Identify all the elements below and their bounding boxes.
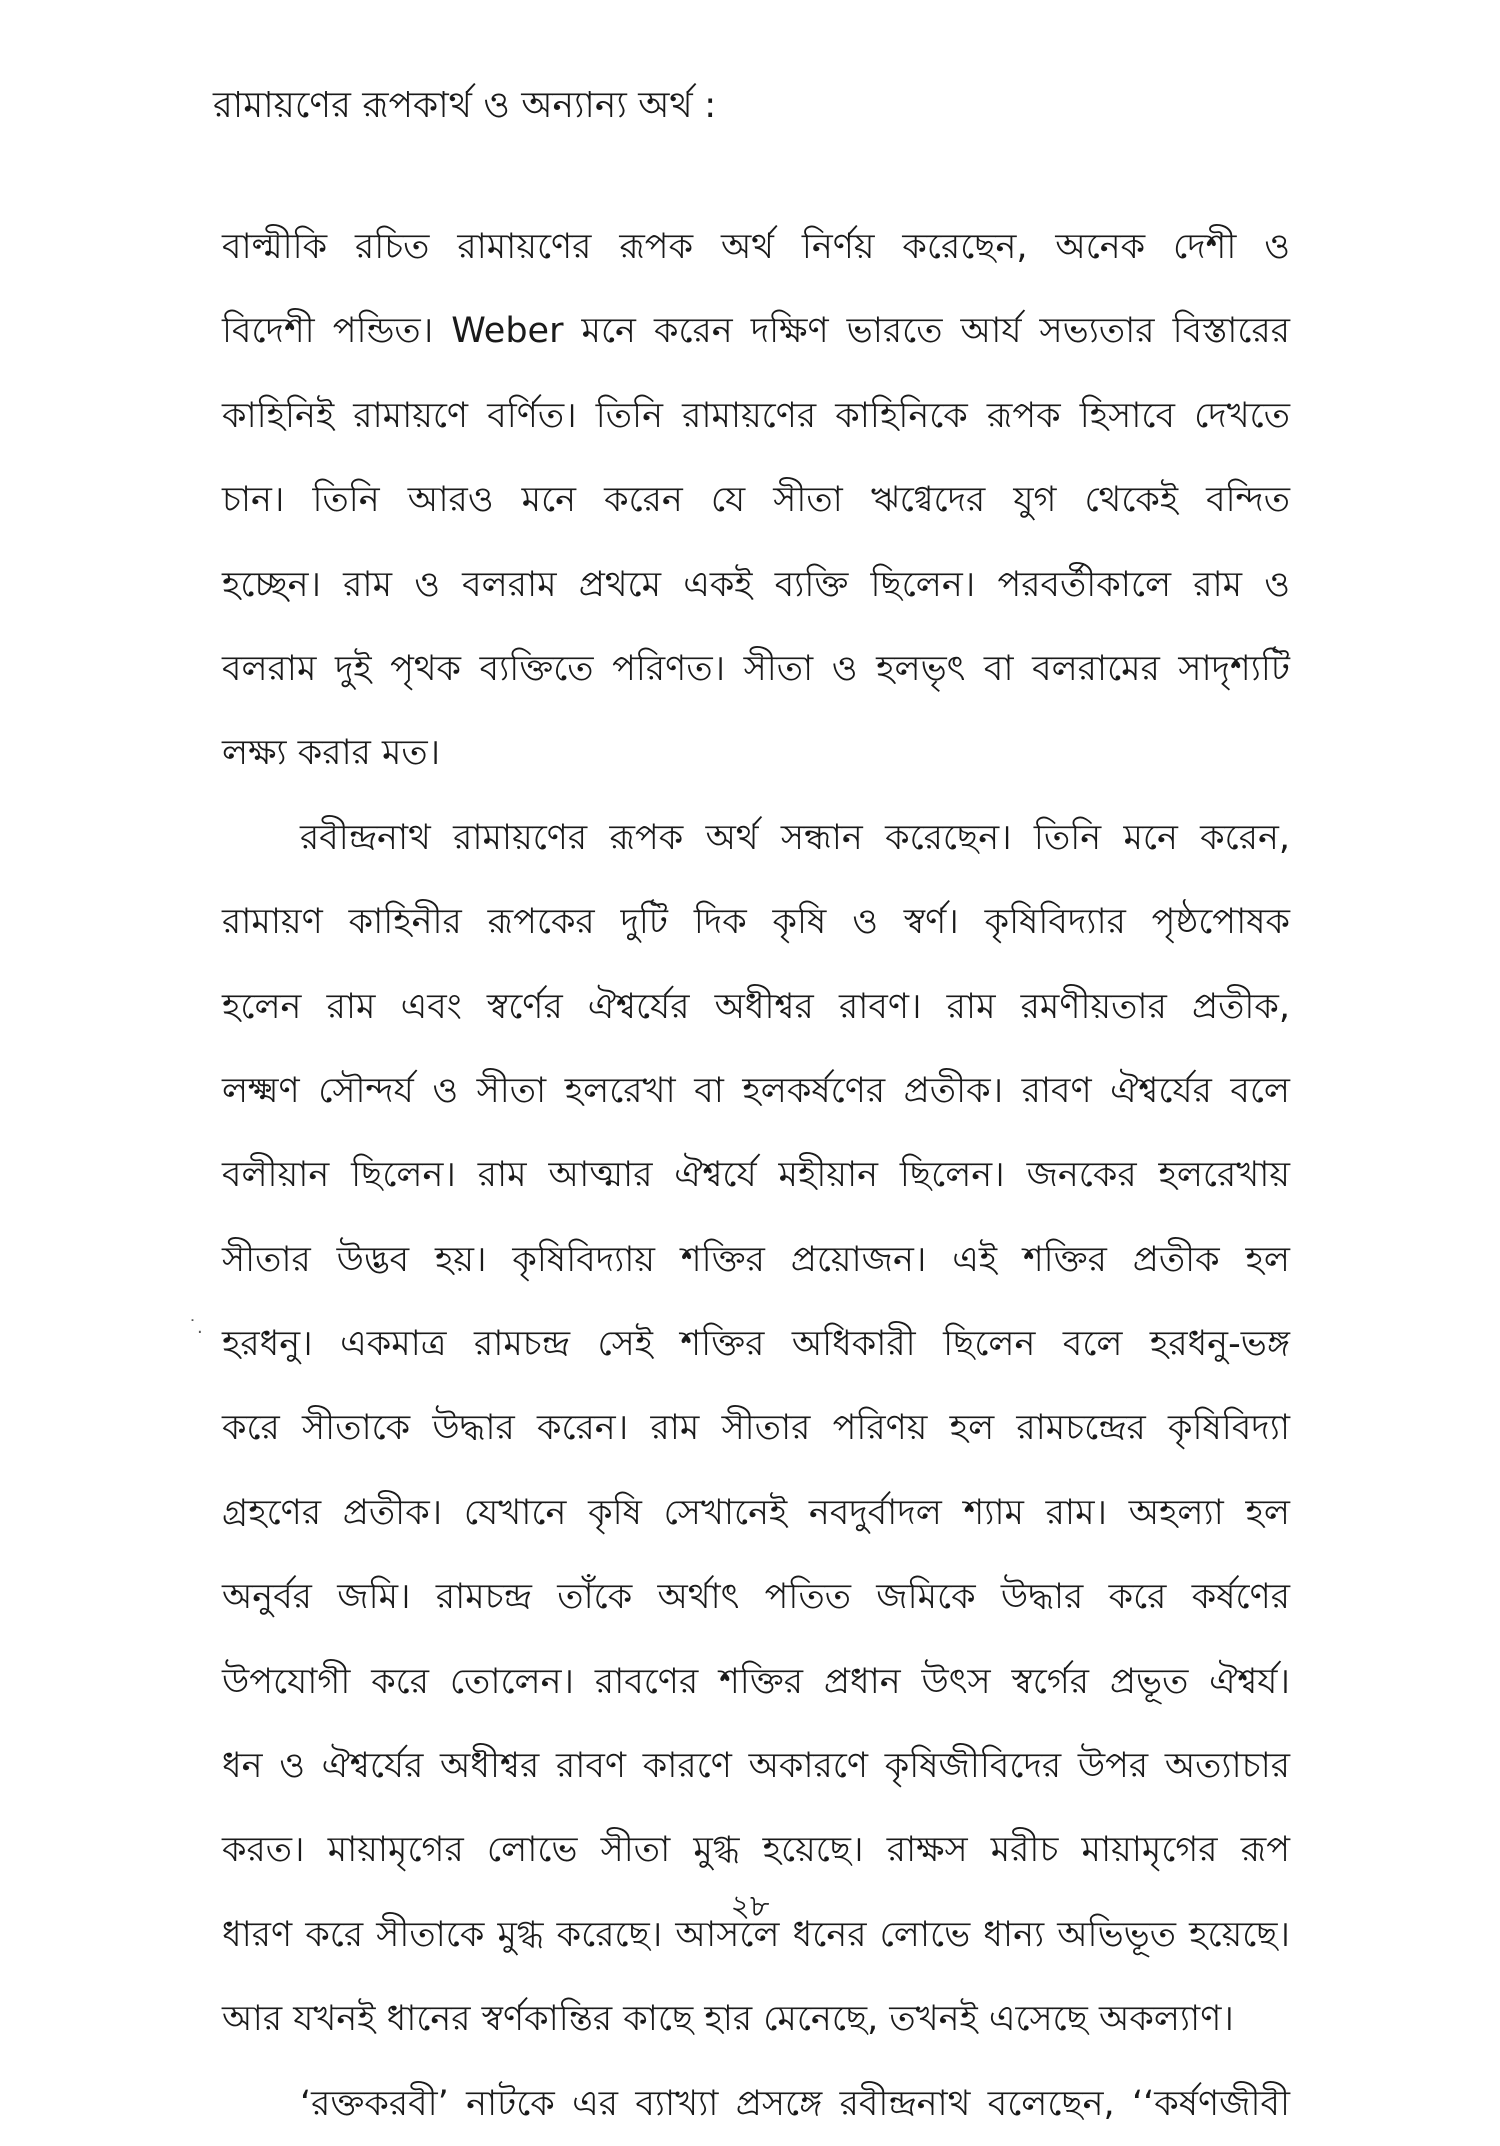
text-line: করত। মায়ামৃগের লোভে সীতা মুগ্ধ হয়েছে। রাক্ষস মরীচ মায়ামৃগের রূপ <box>222 1830 1290 1871</box>
page-number: ২৮ <box>730 1889 770 1924</box>
scan-speck: ˙. <box>188 1317 203 1338</box>
text-line: হলেন রাম এবং স্বর্ণের ঐশ্বর্যের অধীশ্বর রাবণ। রাম রমণীয়তার প্রতীক, <box>222 986 1290 1027</box>
text-line: লক্ষ্য করার মত। <box>222 733 441 774</box>
text-line: অনুর্বর জমি। রামচন্দ্র তাঁকে অর্থাৎ পতিত জমিকে উদ্ধার করে কর্ষণের <box>222 1577 1290 1618</box>
text-line: চান। তিনি আরও মনে করেন যে সীতা ঋগ্বেদের যুগ থেকেই বন্দিত <box>222 480 1290 521</box>
text-line: রবীন্দ্রনাথ রামায়ণের রূপক অর্থ সন্ধান করেছেন। তিনি মনে করেন, <box>300 817 1290 858</box>
text-line: গ্রহণের প্রতীক। যেখানে কৃষি সেখানেই নবদুর্বাদল শ্যাম রাম। অহল্যা হল <box>222 1492 1290 1533</box>
text-line: বলীয়ান ছিলেন। রাম আত্মার ঐশ্বর্যে মহীয়ান ছিলেন। জনকের হলরেখায় <box>222 1155 1290 1196</box>
text-line: উপযোগী করে তোলেন। রাবণের শক্তির প্রধান উৎস স্বর্গের প্রভূত ঐশ্বর্য। <box>222 1661 1290 1702</box>
text-line: সীতার উদ্ভব হয়। কৃষিবিদ্যায় শক্তির প্রয়োজন। এই শক্তির প্রতীক হল <box>222 1239 1290 1280</box>
text-line: ধারণ করে সীতাকে মুগ্ধ করেছে। আসলে ধনের লোভে ধান্য অভিভূত হয়েছে। <box>222 1914 1290 1955</box>
text-line: হরধনু। একমাত্র রামচন্দ্র সেই শক্তির অধিকারী ছিলেন বলে হরধনু-ভঙ্গ <box>222 1324 1290 1365</box>
text-line: কাহিনিই রামায়ণে বর্ণিত। তিনি রামায়ণের কাহিনিকে রূপক হিসাবে দেখতে <box>222 395 1290 436</box>
text-line: ধন ও ঐশ্বর্যের অধীশ্বর রাবণ কারণে অকারণে কৃষিজীবিদের উপর অত্যাচার <box>222 1746 1290 1787</box>
section-heading: রামায়ণের রূপকার্থ ও অন্যান্য অর্থ : <box>213 85 717 126</box>
text-line: বাল্মীকি রচিত রামায়ণের রূপক অর্থ নির্ণয় করেছেন, অনেক দেশী ও <box>222 227 1290 267</box>
text-line: হচ্ছেন। রাম ও বলরাম প্রথমে একই ব্যক্তি ছিলেন। পরবর্তীকালে রাম ও <box>222 564 1290 605</box>
body-text <box>222 205 1290 2146</box>
text-line: বিদেশী পন্ডিত। Weber মনে করেন দক্ষিণ ভারতে আর্য সভ্যতার বিস্তারের <box>222 311 1290 352</box>
text-line: বলরাম দুই পৃথক ব্যক্তিতে পরিণত। সীতা ও হলভৃৎ বা বলরামের সাদৃশ্যটি <box>222 648 1290 689</box>
text-line: আর যখনই ধানের স্বর্ণকান্তির কাছে হার মেনেছে, তখনই এসেছে অকল্যাণ। <box>222 1999 1234 2040</box>
text-line: রামায়ণ কাহিনীর রূপকের দুটি দিক কৃষি ও স্বর্ণ। কৃষিবিদ্যার পৃষ্ঠপোষক <box>222 902 1290 943</box>
text-line: ‘রক্তকরবী’ নাটকে এর ব্যাখ্যা প্রসঙ্গে রবীন্দ্রনাথ বলেছেন, ‘‘কর্ষণজীবী <box>300 2083 1290 2124</box>
text-line: করে সীতাকে উদ্ধার করেন। রাম সীতার পরিণয় হল রামচন্দ্রের কৃষিবিদ্যা <box>222 1408 1290 1449</box>
text-line: লক্ষ্মণ সৌন্দর্য ও সীতা হলরেখা বা হলকর্ষণের প্রতীক। রাবণ ঐশ্বর্যের বলে <box>222 1070 1290 1111</box>
